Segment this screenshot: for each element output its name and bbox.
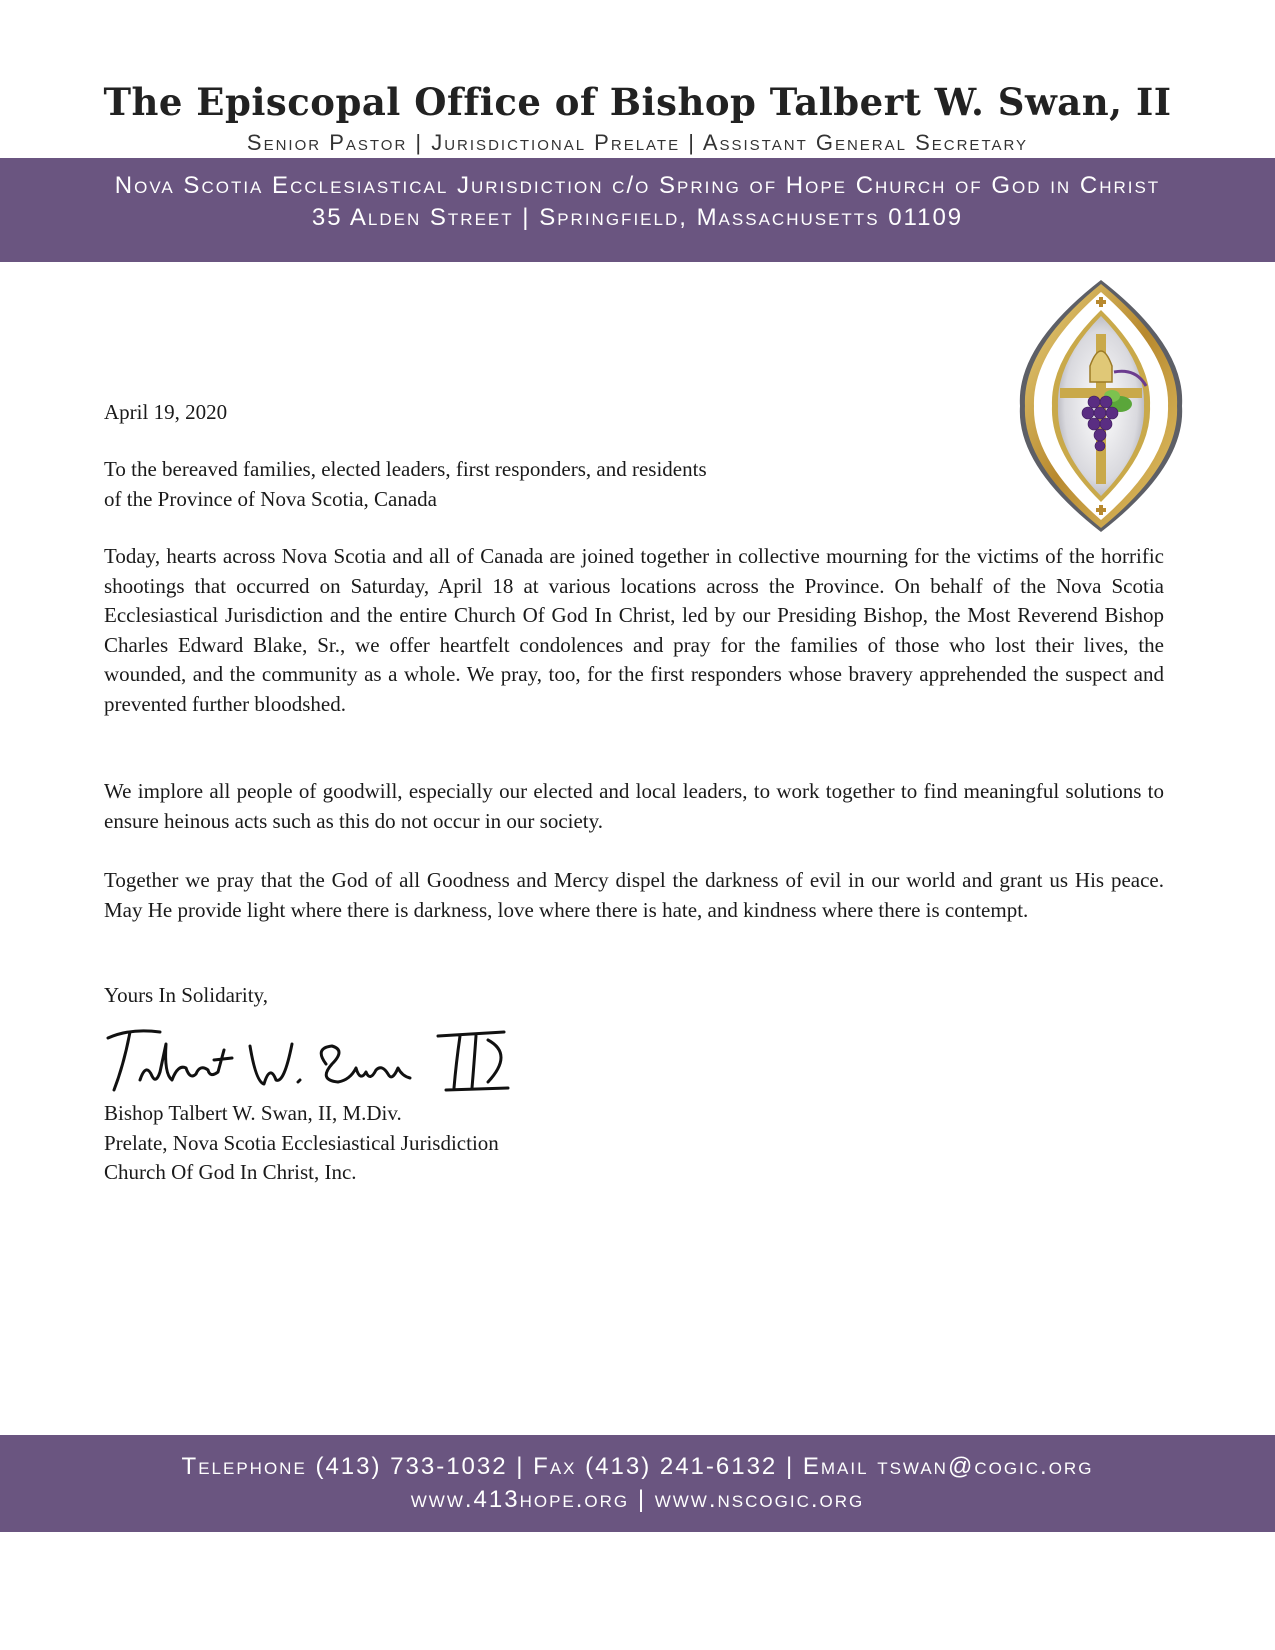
signer-block (104, 1099, 1164, 1188)
recipient-line: of the Province of Nova Scotia, Canada (104, 486, 437, 511)
signer-name: Bishop Talbert W. Swan, II, M.Div. (104, 1101, 402, 1125)
letter-paragraph: Together we pray that the God of all Goodness and Mercy dispel the darkness of evil in our world and grant us His peace. May He provide light where there is darkness, love where there is hate, and kindness where there is contempt. (104, 868, 1164, 922)
office-title: The Episcopal Office of Bishop Talbert W. Swan, II (103, 80, 1172, 124)
website-line: www.413hope.org | www.nscogic.org (410, 1486, 865, 1513)
jurisdiction-line: Nova Scotia Ecclesiastical Jurisdiction c/o Spring of Hope Church of God in Christ (114, 172, 1161, 199)
footer-band (0, 1435, 1275, 1532)
signer-title: Prelate, Nova Scotia Ecclesiastical Jurisdiction (104, 1130, 499, 1155)
letter-paragraph: We implore all people of goodwill, especially our elected and local leaders, to work together to find meaningful solutions to ensure heinous acts such as this do not occur in our society. (104, 779, 1164, 833)
letter-paragraph: Today, hearts across Nova Scotia and all of Canada are joined together in collective mourning for the victims of the horrific shootings that occurred on Saturday, April 18 at various locations across the Province. On behalf of the Nova Scotia Ecclesiastical Jurisdiction and the entire Church Of God In Christ, led by our Presiding Bishop, the Most Reverend Bishop Charles Edward Blake, Sr., we offer heartfelt condolences and pray for the families of those who lost their lives, the wounded, and the community as a whole. We pray, too, for the first responders whose bravery apprehended the suspect and prevented further bloodshed. (104, 544, 1164, 716)
contact-line: Telephone (413) 733-1032 | Fax (413) 241-6132 | Email tswan@cogic.org (181, 1453, 1094, 1480)
recipient-line: To the bereaved families, elected leaders, first responders, and residents (104, 457, 707, 481)
address-line: 35 Alden Street | Springfield, Massachusetts 01109 (311, 204, 964, 231)
office-roles: Senior Pastor | Jurisdictional Prelate | Assistant General Secretary (246, 130, 1029, 155)
letter-closing: Yours In Solidarity, (104, 983, 268, 1007)
recipient-block (104, 455, 904, 514)
signer-organization: Church Of God In Christ, Inc. (104, 1160, 357, 1184)
handwritten-signature (100, 1024, 520, 1094)
letterhead-band (0, 158, 1275, 262)
letter-date: April 19, 2020 (104, 400, 228, 424)
